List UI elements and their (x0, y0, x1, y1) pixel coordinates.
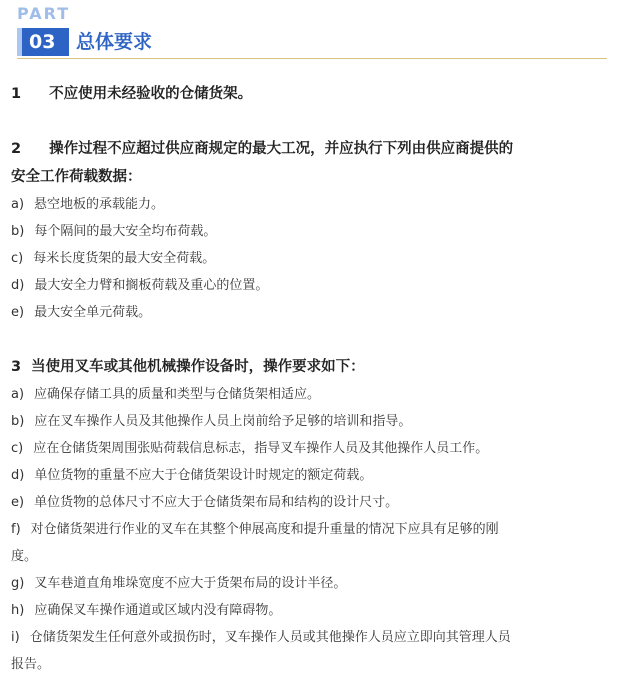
requirement-text: 当使用叉车或其他机械操作设备时，操作要求如下： (31, 359, 365, 375)
list-item-text: 应确保存储工具的质量和类型与仓储货架相适应。 (34, 387, 321, 402)
list-marker: f) (11, 522, 21, 537)
section-number: 03 (29, 31, 56, 53)
requirement-number: 1 (11, 86, 22, 102)
list-item (11, 624, 609, 651)
list-item (11, 516, 609, 543)
list-item (11, 435, 609, 462)
list-item-continued (11, 651, 609, 678)
list-marker: h) (11, 603, 25, 618)
list-item (11, 462, 609, 489)
list-marker: c) (11, 251, 24, 266)
badge-stripe (17, 28, 22, 56)
part-label: PART (17, 4, 71, 23)
list-item-text: 应确保叉车操作通道或区域内没有障碍物。 (34, 603, 282, 618)
requirement-text: 安全工作荷载数据： (11, 169, 142, 185)
section-number-badge (17, 28, 69, 56)
list-marker: b) (11, 224, 25, 239)
requirement-2 (11, 135, 609, 163)
list-marker: c) (11, 441, 24, 456)
list-item-text: 对仓储货架进行作业的叉车在其整个伸展高度和提升重量的情况下应具有足够的刚 (30, 522, 499, 537)
requirement-1 (11, 80, 609, 108)
list-item (11, 489, 609, 516)
list-item-text: 度。 (11, 549, 38, 564)
list-item-text: 应在叉车操作人员及其他操作人员上岗前给予足够的培训和指导。 (34, 414, 412, 429)
list-item-text: 应在仓储货架周围张贴荷载信息标志，指导叉车操作人员及其他操作人员工作。 (33, 441, 489, 456)
list-marker: e) (11, 305, 25, 320)
list-item-text: 每个隔间的最大安全均布荷载。 (34, 224, 217, 239)
list-item-text: 单位货物的总体尺寸不应大于仓储货架布局和结构的设计尺寸。 (34, 495, 399, 510)
list-marker: i) (11, 630, 20, 645)
list-marker: g) (11, 576, 25, 591)
list-item (11, 570, 609, 597)
list-item (11, 381, 609, 408)
list-item (11, 191, 609, 218)
list-marker: e) (11, 495, 25, 510)
section-header (0, 0, 620, 62)
list-marker: a) (11, 387, 25, 402)
list-item (11, 218, 609, 245)
header-divider (17, 58, 607, 59)
list-marker: d) (11, 278, 25, 293)
list-item-text: 最大安全单元荷载。 (34, 305, 152, 320)
list-item (11, 272, 609, 299)
section-title: 总体要求 (76, 31, 153, 53)
requirement-3 (11, 353, 609, 381)
requirement-2-continued (11, 163, 609, 191)
list-item-text: 仓储货架发生任何意外或损伤时，叉车操作人员或其他操作人员应立即向其管理人员 (29, 630, 511, 645)
list-item (11, 597, 609, 624)
requirement-number: 2 (11, 141, 22, 157)
list-item-text: 每米长度货架的最大安全荷载。 (33, 251, 216, 266)
list-marker: a) (11, 197, 25, 212)
list-item-text: 叉车巷道直角堆垛宽度不应大于货架布局的设计半径。 (34, 576, 347, 591)
article-body (11, 80, 609, 678)
list-item-continued (11, 543, 609, 570)
list-item-text: 单位货物的重量不应大于仓储货架设计时规定的额定荷载。 (34, 468, 373, 483)
list-item (11, 408, 609, 435)
list-item (11, 245, 609, 272)
list-marker: b) (11, 414, 25, 429)
list-item-text: 最大安全力臂和搁板荷载及重心的位置。 (34, 278, 269, 293)
list-marker: d) (11, 468, 25, 483)
list-item (11, 299, 609, 326)
requirement-text: 操作过程不应超过供应商规定的最大工况，并应执行下列由供应商提供的 (49, 141, 514, 157)
requirement-text: 不应使用未经验收的仓储货架。 (49, 86, 253, 102)
list-item-text: 报告。 (11, 657, 51, 672)
requirement-number: 3 (11, 359, 22, 375)
list-item-text: 悬空地板的承载能力。 (34, 197, 165, 212)
